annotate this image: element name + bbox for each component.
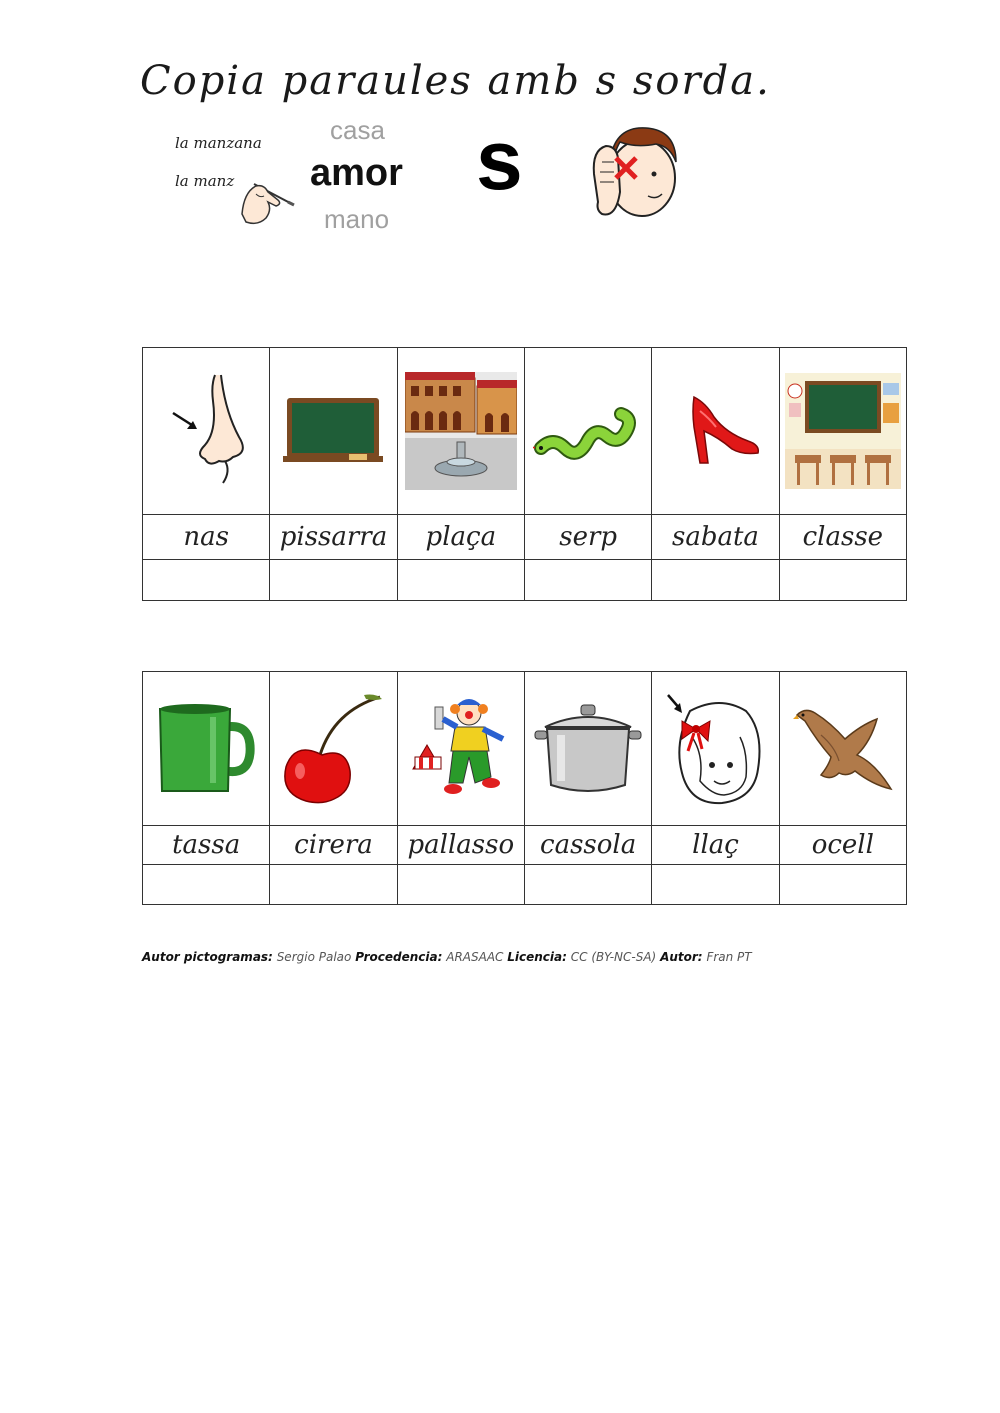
word-cell: plaça bbox=[397, 515, 524, 560]
copy-answer-cell[interactable] bbox=[270, 865, 397, 905]
word-cell: cirera bbox=[270, 826, 397, 865]
nose-icon bbox=[161, 371, 251, 491]
big-letter-s: s bbox=[476, 113, 523, 207]
high-heel-shoe-icon bbox=[670, 391, 760, 471]
word-cell: sabata bbox=[652, 515, 779, 560]
picture-cell bbox=[143, 348, 270, 515]
picture-cell bbox=[652, 672, 779, 826]
word-cell: pissarra bbox=[270, 515, 397, 560]
picture-cell bbox=[397, 348, 524, 515]
copy-answer-cell[interactable] bbox=[524, 560, 651, 601]
copy-answer-cell[interactable] bbox=[143, 560, 270, 601]
license-label: Licencia: bbox=[507, 950, 567, 964]
author-value: Sergio Palao bbox=[276, 950, 352, 964]
picture-cell bbox=[397, 672, 524, 826]
picture-cell bbox=[652, 348, 779, 515]
picture-cell bbox=[524, 672, 651, 826]
classroom-icon bbox=[785, 373, 901, 489]
copy-answer-cell[interactable] bbox=[270, 560, 397, 601]
hair-bow-icon bbox=[660, 691, 770, 807]
picture-cell bbox=[779, 348, 906, 515]
picture-cell bbox=[270, 348, 397, 515]
credits-footer bbox=[142, 950, 752, 964]
license-value: CC (BY-NC-SA) bbox=[570, 950, 657, 964]
town-square-icon bbox=[405, 372, 517, 490]
word-cell: tassa bbox=[143, 826, 270, 865]
clown-icon bbox=[409, 697, 513, 801]
word-amor: amor bbox=[310, 152, 403, 194]
copy-answer-cell[interactable] bbox=[779, 865, 906, 905]
blackboard-icon bbox=[283, 396, 383, 466]
writing-example-line1: la manzana bbox=[175, 134, 262, 152]
copy-answer-cell[interactable] bbox=[779, 560, 906, 601]
picture-cell bbox=[143, 672, 270, 826]
word-mano: mano bbox=[324, 204, 390, 234]
listening-head-icon bbox=[590, 122, 685, 222]
writing-hand-icon bbox=[238, 170, 298, 228]
picture-cell bbox=[270, 672, 397, 826]
word-cell: nas bbox=[143, 515, 270, 560]
word-cell: llaç bbox=[652, 826, 779, 865]
source-label: Procedencia: bbox=[355, 950, 443, 964]
mug-icon bbox=[156, 701, 256, 797]
source-value: ARASAAC bbox=[446, 950, 504, 964]
writing-example-line2: la manz bbox=[175, 172, 235, 190]
copy-answer-cell[interactable] bbox=[524, 865, 651, 905]
cherry-icon bbox=[278, 691, 388, 807]
pot-icon bbox=[533, 701, 643, 797]
page-title: Copia paraules amb s sorda. bbox=[140, 58, 771, 104]
word-table-2 bbox=[142, 671, 907, 905]
author2-value: Fran PT bbox=[706, 950, 752, 964]
picture-cell bbox=[779, 672, 906, 826]
word-cell: cassola bbox=[524, 826, 651, 865]
copy-answer-cell[interactable] bbox=[652, 865, 779, 905]
snake-icon bbox=[533, 396, 643, 466]
picture-cell bbox=[524, 348, 651, 515]
bird-icon bbox=[791, 701, 895, 797]
word-table-1 bbox=[142, 347, 907, 601]
word-cell: classe bbox=[779, 515, 906, 560]
word-cell: ocell bbox=[779, 826, 906, 865]
author-label: Autor pictogramas: bbox=[142, 950, 273, 964]
copy-answer-cell[interactable] bbox=[143, 865, 270, 905]
word-cell: pallasso bbox=[397, 826, 524, 865]
word-cell: serp bbox=[524, 515, 651, 560]
word-casa: casa bbox=[330, 115, 385, 145]
copy-answer-cell[interactable] bbox=[652, 560, 779, 601]
copy-answer-cell[interactable] bbox=[397, 560, 524, 601]
copy-answer-cell[interactable] bbox=[397, 865, 524, 905]
author2-label: Autor: bbox=[660, 950, 703, 964]
